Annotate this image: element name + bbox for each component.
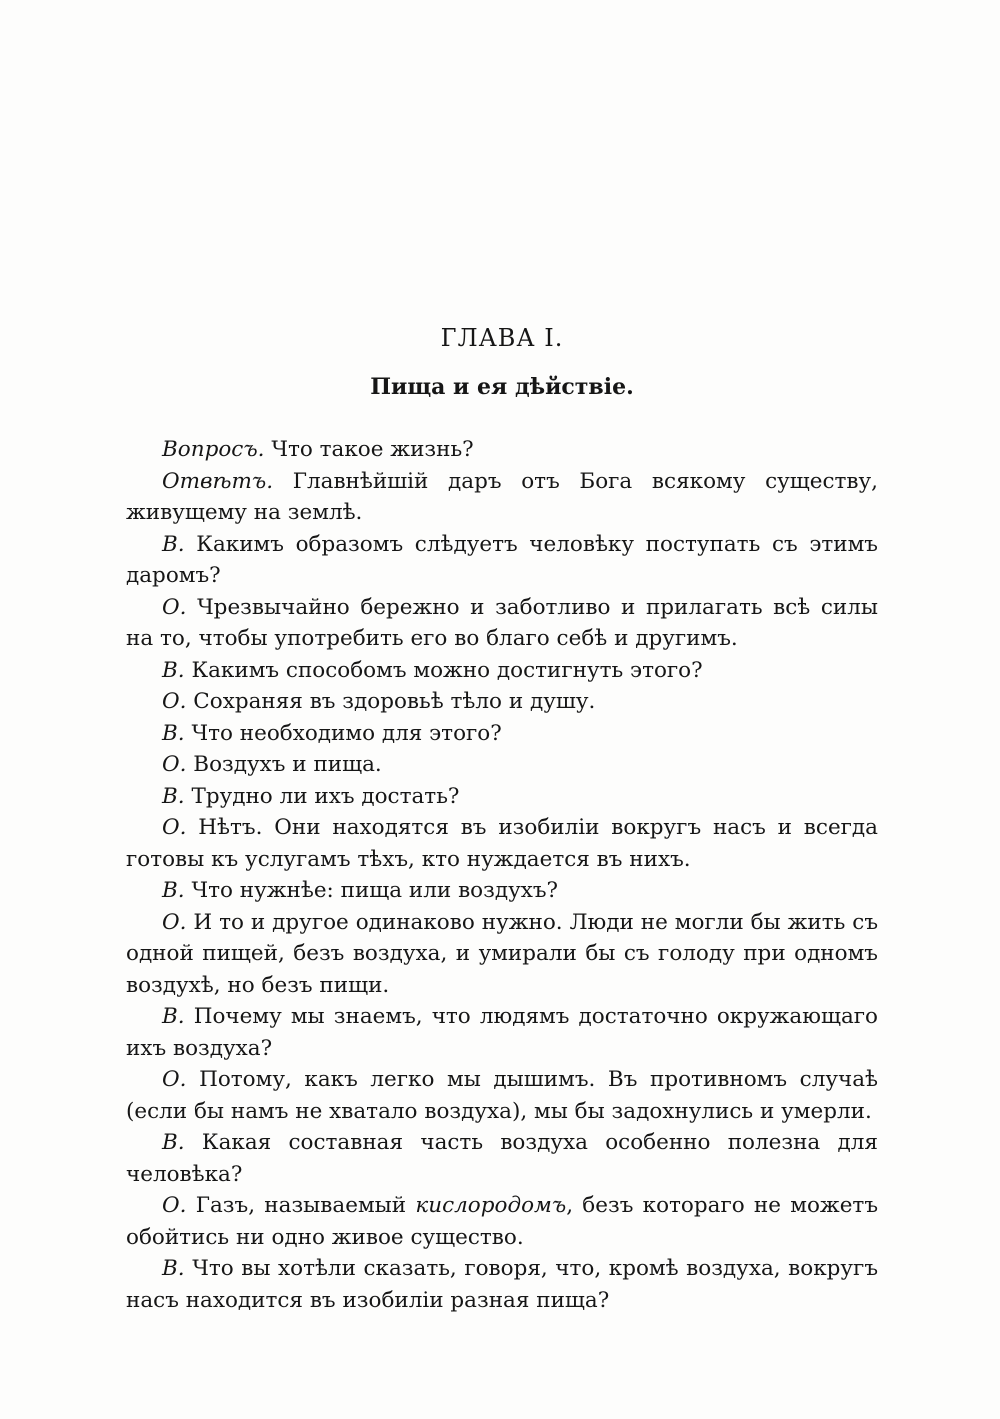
paragraph-text: Что вы хотѣли сказать, говоря, что, кромѣ воздуха, вокругъ насъ находится въ изобиліи разная пища? xyxy=(126,1256,878,1313)
dialogue-paragraph xyxy=(126,466,878,529)
speaker-label: Отвѣтъ. xyxy=(162,468,274,494)
dialogue xyxy=(126,434,878,1316)
speaker-label: В. xyxy=(162,1130,185,1155)
paragraph-text: Воздухъ и пища. xyxy=(186,752,382,777)
paragraph-text: Что нужнѣе: пища или воздухъ? xyxy=(184,878,559,903)
speaker-label: О. xyxy=(162,1067,187,1092)
paragraph-text: Нѣтъ. Они находятся въ изобиліи вокругъ насъ и всегда готовы къ услугамъ тѣхъ, кто нуждается въ нихъ. xyxy=(126,815,878,872)
paragraph-text: Потому, какъ легко мы дышимъ. Въ противномъ случаѣ (если бы намъ не хватало воздуха), мы бы задохнулись и умерли. xyxy=(126,1067,878,1124)
speaker-label: В. xyxy=(162,720,185,746)
dialogue-paragraph xyxy=(126,812,878,875)
dialogue-paragraph xyxy=(126,875,878,907)
page-text xyxy=(126,300,878,1316)
dialogue-paragraph xyxy=(126,1190,878,1253)
paragraph-text: Какимъ образомъ слѣдуетъ человѣку поступать съ этимъ даромъ? xyxy=(126,531,878,588)
dialogue-paragraph xyxy=(126,718,878,750)
dialogue-paragraph xyxy=(126,686,878,718)
emphasized-term: кислородомъ xyxy=(415,1193,567,1218)
dialogue-paragraph xyxy=(126,907,878,1002)
dialogue-paragraph xyxy=(126,592,878,655)
dialogue-paragraph xyxy=(126,749,878,781)
paragraph-text: Какимъ способомъ можно достигнуть этого? xyxy=(184,657,703,683)
dialogue-paragraph xyxy=(126,781,878,813)
paragraph-text: Чрезвычайно бережно и заботливо и прилагать всѣ силы на то, чтобы употребить его во благо себѣ и другимъ. xyxy=(126,594,878,651)
dialogue-paragraph xyxy=(126,1127,878,1190)
paragraph-text: Какая составная часть воздуха особенно полезна для человѣка? xyxy=(126,1130,878,1187)
chapter-heading: ГЛАВА I. xyxy=(440,324,564,352)
paragraph-text: Газъ, называемый xyxy=(186,1193,416,1218)
paragraph-text: Главнѣйшій даръ отъ Бога всякому существу, живущему на землѣ. xyxy=(126,468,878,525)
dialogue-paragraph xyxy=(126,655,878,687)
speaker-label: Вопросъ. xyxy=(162,437,265,462)
speaker-label: В. xyxy=(162,657,185,683)
dialogue-paragraph xyxy=(126,1253,878,1316)
speaker-label: О. xyxy=(162,909,187,935)
speaker-label: О. xyxy=(162,815,187,840)
paragraph-text: , безъ котораго не можетъ обойтись ни одно живое существо. xyxy=(126,1193,878,1250)
dialogue-paragraph xyxy=(126,434,878,466)
speaker-label: О. xyxy=(162,752,187,777)
paragraph-text: И то и другое одинаково нужно. Люди не могли бы жить съ одной пищей, безъ воздуха, и умирали бы съ голоду при одномъ воздухѣ, но безъ пищи. xyxy=(126,909,878,998)
chapter-title: Пища и ея дѣйствіе. xyxy=(370,374,634,400)
paragraph-text: Что такое жизнь? xyxy=(264,437,474,462)
speaker-label: В. xyxy=(162,1004,185,1029)
speaker-label: О. xyxy=(162,594,187,620)
speaker-label: В. xyxy=(162,1256,185,1281)
speaker-label: О. xyxy=(162,1193,187,1218)
paragraph-text: Сохраняя въ здоровьѣ тѣло и душу. xyxy=(186,689,596,714)
dialogue-paragraph xyxy=(126,529,878,592)
speaker-label: О. xyxy=(162,689,187,714)
speaker-label: В. xyxy=(162,878,185,903)
paragraph-text: Что необходимо для этого? xyxy=(184,720,502,746)
paragraph-text: Трудно ли ихъ достать? xyxy=(184,783,460,809)
dialogue-paragraph xyxy=(126,1064,878,1127)
speaker-label: В. xyxy=(162,783,185,809)
paragraph-text: Почему мы знаемъ, что людямъ достаточно окружающаго ихъ воздуха? xyxy=(126,1004,878,1061)
speaker-label: В. xyxy=(162,531,185,557)
dialogue-paragraph xyxy=(126,1001,878,1064)
